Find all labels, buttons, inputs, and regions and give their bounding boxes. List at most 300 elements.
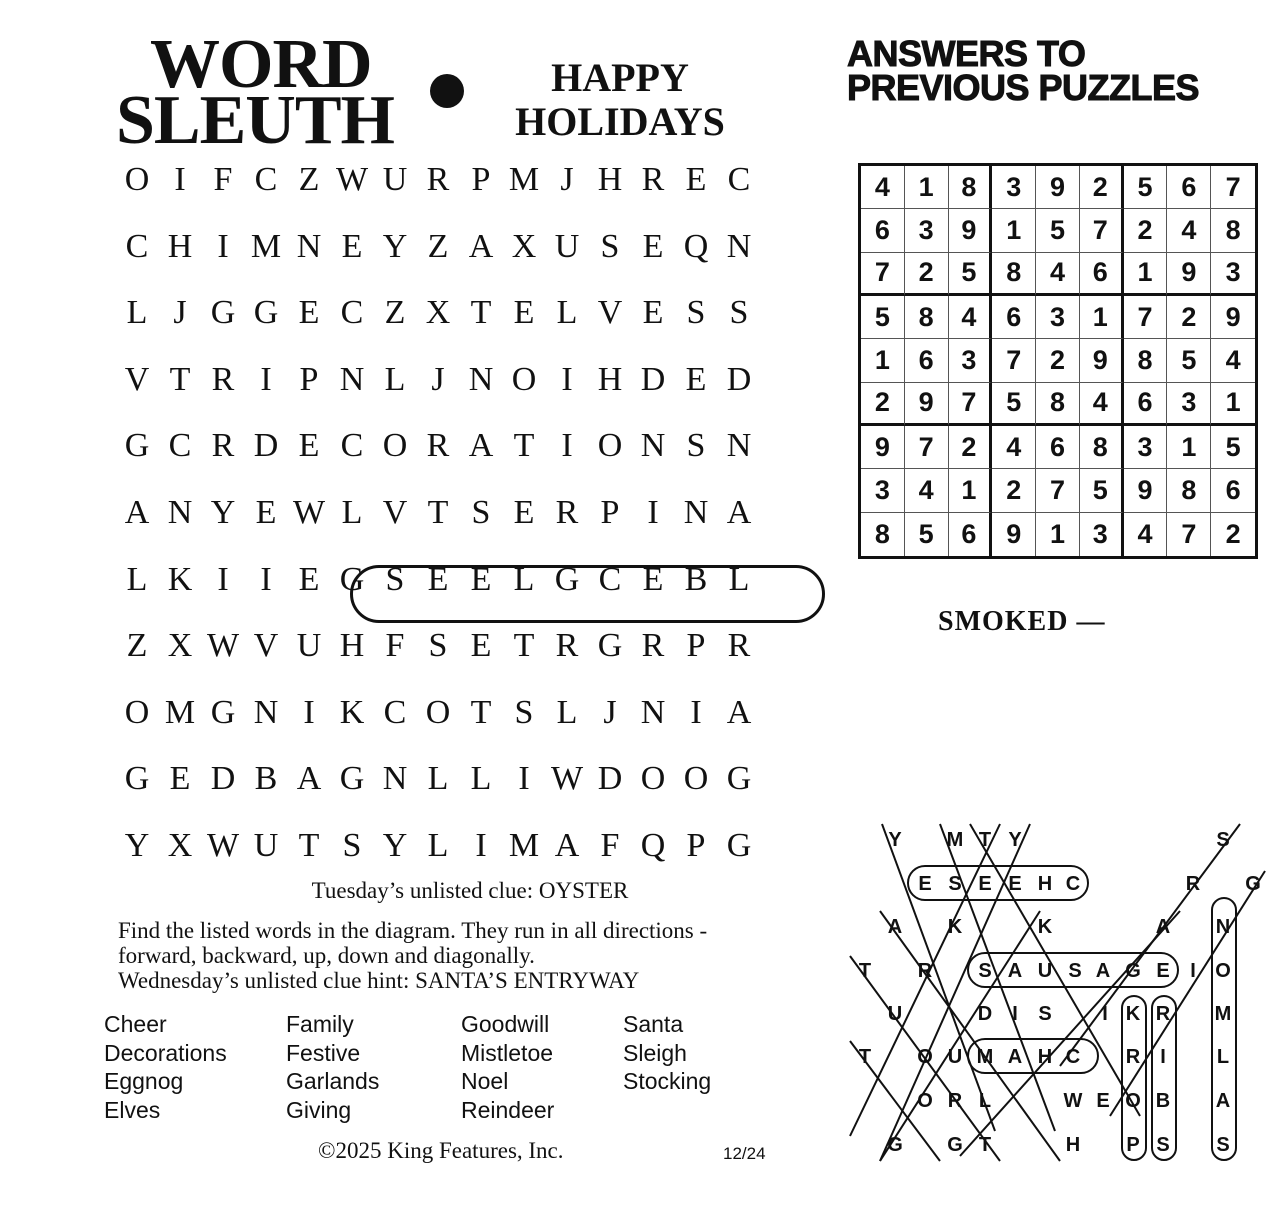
grid-letter: T: [513, 427, 535, 465]
grid-letter: I: [217, 227, 229, 265]
grid-letter: H: [167, 227, 193, 265]
mini-search-letter: R: [1125, 1046, 1141, 1068]
mini-search-letter: S: [948, 873, 962, 895]
sudoku-cell: 5: [949, 253, 993, 296]
mini-search-letter: C: [1065, 873, 1081, 895]
grid-letter: A: [726, 494, 752, 531]
mini-search-letter: A: [1215, 1090, 1231, 1112]
word-list-item: Cheer: [104, 1011, 167, 1037]
grid-letter: Y: [382, 227, 408, 265]
title-bullet-dot: [430, 74, 464, 108]
grid-letter: O: [124, 693, 150, 731]
grid-letter: S: [600, 227, 620, 265]
sudoku-cell: 7: [1211, 166, 1255, 209]
mini-search-letter: H: [1037, 1046, 1053, 1068]
mini-search-letter: U: [887, 1003, 903, 1025]
sudoku-cell: 2: [1225, 518, 1241, 549]
grid-letter: E: [685, 360, 707, 398]
sudoku-cell: 2: [1124, 209, 1168, 252]
grid-letter: T: [513, 627, 535, 665]
mini-search-letter: G: [947, 1134, 963, 1156]
grid-letter: N: [683, 494, 709, 531]
grid-letter: E: [298, 560, 320, 598]
sudoku-cell: 4: [992, 426, 1036, 469]
grid-letter: C: [340, 294, 364, 332]
mini-search-letter: H: [1037, 873, 1053, 895]
grid-letter: G: [210, 294, 236, 332]
grid-letter: O: [425, 693, 451, 731]
grid-letter: W: [335, 161, 369, 198]
sudoku-cell: 8: [1211, 209, 1255, 252]
word-list-item: Mistletoe: [461, 1039, 554, 1066]
grid-letter: H: [339, 627, 365, 665]
word-list-item: Festive: [286, 1039, 361, 1066]
mini-word-search-answer: [840, 816, 1284, 1172]
sudoku-cell: 2: [1080, 166, 1124, 209]
mini-search-letter: A: [1155, 916, 1171, 938]
grid-letter: M: [508, 161, 540, 198]
grid-letter: C: [727, 161, 751, 198]
mini-search-letter: R: [917, 960, 933, 982]
sudoku-cell: 2: [861, 383, 905, 426]
sudoku-cell: 8: [992, 253, 1036, 296]
grid-letter: R: [641, 627, 665, 665]
grid-letter: O: [382, 427, 408, 465]
word-list-item: Stocking: [623, 1068, 712, 1094]
grid-letter: I: [217, 560, 229, 598]
sudoku-cell: 4: [949, 296, 993, 339]
sudoku-cell: 3: [1211, 253, 1255, 296]
grid-letter: O: [640, 760, 666, 798]
grid-letter: N: [640, 427, 666, 465]
grid-letter: A: [726, 693, 752, 731]
mini-search-letter: N: [1215, 916, 1231, 938]
mini-search-letter: T: [978, 829, 992, 851]
grid-letter: R: [641, 161, 665, 198]
grid-letter: H: [597, 161, 623, 198]
grid-letter: L: [556, 294, 578, 332]
grid-letter: F: [213, 161, 233, 198]
sudoku-cell: 2: [992, 469, 1036, 512]
grid-letter: P: [471, 161, 491, 198]
sudoku-cell: 5: [1124, 166, 1168, 209]
word-list-item: Sleigh: [623, 1039, 687, 1066]
grid-letter: U: [554, 227, 580, 265]
grid-letter: L: [384, 360, 406, 398]
grid-letter: N: [726, 427, 752, 465]
grid-letter: E: [341, 227, 363, 265]
sudoku-cell: 5: [1080, 469, 1124, 512]
grid-letter: I: [475, 827, 487, 864]
grid-letter: I: [647, 494, 659, 531]
grid-letter: P: [686, 827, 706, 864]
sudoku-cell: 1: [992, 209, 1036, 252]
grid-letter: K: [167, 560, 193, 598]
theme-title-line1: HAPPY: [551, 55, 689, 100]
grid-letter: O: [124, 161, 150, 198]
mini-search-letter: A: [1007, 1046, 1023, 1068]
sudoku-cell: 7: [1167, 513, 1211, 556]
sudoku-cell: 1: [1167, 426, 1211, 469]
sudoku-cell: 9: [992, 513, 1036, 556]
mini-search-letter: M: [946, 829, 964, 851]
grid-letter: N: [382, 760, 408, 798]
word-list-item: Goodwill: [461, 1011, 550, 1037]
sudoku-cell: 2: [949, 426, 993, 469]
grid-letter: C: [598, 560, 622, 598]
word-search-grid: [115, 150, 755, 880]
word-list-item: Reindeer: [461, 1096, 555, 1123]
mini-search-letter: M: [976, 1046, 994, 1068]
instructions-line-2: forward, backward, up, down and diagonally.: [118, 943, 535, 968]
grid-letter: A: [124, 494, 150, 531]
sudoku-cell: 5: [905, 513, 949, 556]
sudoku-cell: 5: [1211, 426, 1255, 469]
sudoku-cell: 8: [1167, 469, 1211, 512]
grid-letter: L: [126, 560, 148, 598]
grid-letter: E: [470, 560, 492, 598]
grid-letter: W: [550, 760, 584, 798]
answers-header-line1: ANSWERS TO: [847, 33, 1086, 74]
grid-letter: I: [260, 360, 272, 398]
grid-letter: E: [642, 560, 664, 598]
grid-letter: E: [513, 294, 535, 332]
grid-letter: X: [425, 294, 451, 332]
grid-letter: S: [514, 693, 534, 731]
mini-search-letter: G: [1125, 960, 1141, 982]
sudoku-cell: 9: [861, 426, 905, 469]
grid-letter: F: [600, 827, 620, 864]
mini-search-letter: M: [1214, 1003, 1232, 1025]
sudoku-cell: 9: [1167, 253, 1211, 296]
grid-letter: I: [561, 427, 573, 465]
answers-header-line2: PREVIOUS PUZZLES: [847, 67, 1200, 108]
grid-letter: L: [427, 760, 449, 798]
answer-outline: [1110, 871, 1265, 1116]
mini-search-letter: Y: [1008, 829, 1022, 851]
sudoku-cell: 7: [1080, 209, 1124, 252]
mini-search-letter: R: [1185, 873, 1201, 895]
sudoku-cell: 6: [1167, 166, 1211, 209]
grid-letter: E: [427, 560, 449, 598]
word-list-item: Elves: [104, 1096, 161, 1123]
sudoku-cell: 6: [861, 209, 905, 252]
mini-search-letter: W: [1063, 1090, 1083, 1112]
sudoku-cell: 7: [1124, 296, 1168, 339]
sudoku-cell: 3: [992, 166, 1036, 209]
grid-letter: V: [382, 494, 408, 531]
grid-letter: R: [727, 627, 751, 665]
grid-letter: H: [597, 360, 623, 398]
grid-letter: W: [206, 627, 240, 665]
grid-letter: E: [513, 494, 535, 531]
word-list-item: Noel: [461, 1068, 509, 1094]
sudoku-cell: 3: [861, 469, 905, 512]
grid-letter: A: [468, 427, 494, 465]
word-list-item: Santa: [623, 1011, 684, 1037]
grid-letter: G: [554, 560, 580, 598]
mini-search-letter: P: [1126, 1134, 1140, 1156]
grid-letter: R: [555, 627, 579, 665]
grid-letter: L: [126, 294, 148, 332]
grid-letter: M: [164, 693, 196, 731]
grid-letter: C: [125, 227, 149, 265]
grid-letter: J: [173, 294, 187, 332]
grid-letter: Z: [126, 627, 148, 665]
grid-letter: C: [340, 427, 364, 465]
sudoku-cell: 9: [1036, 166, 1080, 209]
sudoku-cell: 2: [905, 253, 949, 296]
mini-search-letter: L: [978, 1090, 992, 1112]
word-list-item: Eggnog: [104, 1068, 184, 1094]
grid-letter: D: [640, 360, 666, 398]
grid-letter: N: [726, 227, 752, 265]
grid-letter: S: [385, 560, 405, 598]
sudoku-cell: 9: [1211, 296, 1255, 339]
grid-letter: V: [597, 294, 623, 332]
mini-search-letter: E: [1096, 1090, 1110, 1112]
sudoku-cell: 6: [1036, 426, 1080, 469]
grid-letter: S: [686, 294, 706, 332]
sudoku-cell: 8: [905, 296, 949, 339]
grid-letter: P: [686, 627, 706, 665]
grid-letter: K: [339, 693, 365, 731]
grid-letter: R: [426, 427, 450, 465]
mini-search-letter: G: [887, 1134, 903, 1156]
grid-letter: I: [260, 560, 272, 598]
word-list-item: Giving: [286, 1096, 352, 1123]
grid-letter: E: [470, 627, 492, 665]
grid-letter: G: [210, 693, 236, 731]
grid-letter: G: [339, 760, 365, 798]
sudoku-cell: 4: [861, 166, 905, 209]
mini-search-letter: L: [1216, 1046, 1230, 1068]
grid-letter: M: [508, 827, 540, 864]
grid-letter: M: [250, 227, 282, 265]
grid-letter: T: [298, 827, 320, 864]
grid-letter: B: [684, 560, 708, 598]
grid-letter: G: [726, 760, 752, 798]
sudoku-cell: 7: [905, 426, 949, 469]
sudoku-cell: 7: [992, 339, 1036, 382]
sudoku-cell: 9: [1124, 469, 1168, 512]
sudoku-answer-grid: [858, 163, 1258, 559]
grid-letter: L: [341, 494, 363, 531]
mini-search-letter: Y: [888, 829, 902, 851]
word-list-column-4: [623, 1010, 711, 1096]
mini-search-letter: D: [977, 1003, 993, 1025]
sudoku-cell: 1: [1211, 383, 1255, 426]
grid-letter: I: [690, 693, 702, 731]
grid-letter: N: [167, 494, 193, 531]
grid-letter: G: [124, 427, 150, 465]
mini-search-letter: S: [1216, 829, 1230, 851]
mini-search-letter: T: [858, 1046, 872, 1068]
grid-letter: W: [206, 827, 240, 864]
grid-letter: S: [686, 427, 706, 465]
grid-letter: C: [168, 427, 192, 465]
grid-letter: R: [426, 161, 450, 198]
grid-letter: N: [296, 227, 322, 265]
grid-letter: D: [597, 760, 623, 798]
sudoku-cell: 7: [949, 383, 993, 426]
grid-letter: N: [468, 360, 494, 398]
word-list-item: Garlands: [286, 1068, 380, 1094]
grid-letter: Z: [384, 294, 406, 332]
grid-letter: R: [211, 427, 235, 465]
grid-letter: J: [431, 360, 445, 398]
grid-letter: U: [382, 161, 408, 198]
grid-letter: O: [683, 760, 709, 798]
mini-search-letter: G: [1245, 873, 1261, 895]
grid-letter: G: [124, 760, 150, 798]
grid-letter: T: [470, 294, 492, 332]
mini-search-letter: S: [978, 960, 992, 982]
puzzle-title-sleuth: SLEUTH: [116, 82, 394, 159]
mini-search-letter: E: [978, 873, 992, 895]
word-list-item: Decorations: [104, 1039, 227, 1066]
mini-search-letter: E: [918, 873, 932, 895]
grid-letter: P: [299, 360, 319, 398]
mini-search-letter: K: [947, 916, 963, 938]
mini-search-letter: E: [1156, 960, 1170, 982]
sudoku-cell: 3: [1124, 426, 1168, 469]
grid-letter: N: [640, 693, 666, 731]
mini-search-letter: C: [1065, 1046, 1081, 1068]
grid-letter: J: [603, 693, 617, 731]
sudoku-cell: 1: [905, 166, 949, 209]
word-list-column-3: [461, 1010, 554, 1124]
sudoku-cell: 4: [1036, 253, 1080, 296]
sudoku-cell: 1: [1080, 296, 1124, 339]
mini-search-letter: E: [1008, 873, 1022, 895]
grid-letter: P: [600, 494, 620, 531]
word-list-column-1: [104, 1010, 227, 1124]
grid-letter: S: [342, 827, 362, 864]
sudoku-cell: 4: [905, 469, 949, 512]
sudoku-cell: 4: [1080, 383, 1124, 426]
sudoku-cell: 7: [861, 253, 905, 296]
mini-search-letter: O: [1125, 1090, 1141, 1112]
mini-search-letter: K: [1037, 916, 1053, 938]
puzzle-title-word: WORD: [150, 26, 372, 103]
grid-letter: S: [471, 494, 491, 531]
grid-letter: T: [169, 360, 191, 398]
grid-letter: Y: [124, 827, 150, 864]
grid-letter: X: [167, 827, 193, 864]
sudoku-cell: 4: [1124, 513, 1168, 556]
grid-letter: T: [470, 693, 492, 731]
grid-letter: T: [427, 494, 449, 531]
mini-search-letter: S: [1216, 1134, 1230, 1156]
mini-search-letter: S: [1068, 960, 1082, 982]
grid-letter: F: [385, 627, 405, 665]
mini-search-letter: S: [1156, 1134, 1170, 1156]
grid-letter: G: [253, 294, 279, 332]
sudoku-cell: 5: [1167, 339, 1211, 382]
grid-letter: E: [685, 161, 707, 198]
sudoku-cell: 8: [861, 513, 905, 556]
grid-letter: X: [511, 227, 537, 265]
grid-letter: N: [253, 693, 279, 731]
mini-search-letter: S: [1038, 1003, 1052, 1025]
mini-search-letter: O: [917, 1090, 933, 1112]
grid-letter: S: [428, 627, 448, 665]
grid-letter: L: [728, 560, 750, 598]
grid-letter: E: [642, 227, 664, 265]
grid-letter: G: [597, 627, 623, 665]
grid-letter: I: [174, 161, 186, 198]
grid-letter: U: [296, 627, 322, 665]
sudoku-cell: 5: [861, 296, 905, 339]
mini-search-letter: B: [1155, 1090, 1171, 1112]
sudoku-cell: 3: [1167, 383, 1211, 426]
mini-search-letter: A: [1095, 960, 1111, 982]
grid-letter: L: [513, 560, 535, 598]
mini-search-letter: I: [1012, 1003, 1018, 1025]
grid-letter: B: [254, 760, 278, 798]
sudoku-cell: 2: [1167, 296, 1211, 339]
grid-letter: R: [555, 494, 579, 531]
grid-letter: E: [642, 294, 664, 332]
sudoku-cell: 9: [949, 209, 993, 252]
sudoku-cell: 2: [1036, 339, 1080, 382]
sudoku-cell: 3: [1036, 296, 1080, 339]
sudoku-cell: 6: [905, 339, 949, 382]
mini-search-letter: H: [1065, 1134, 1081, 1156]
grid-letter: L: [470, 760, 492, 798]
word-list-column-2: [286, 1010, 379, 1124]
sudoku-cell: 6: [949, 513, 993, 556]
word-list-item: Family: [286, 1011, 354, 1037]
sudoku-cell: 9: [1080, 339, 1124, 382]
sudoku-cell: 8: [1036, 383, 1080, 426]
mini-search-letter: R: [1155, 1003, 1171, 1025]
mini-search-letter: I: [1160, 1046, 1166, 1068]
sudoku-cell: 8: [1124, 339, 1168, 382]
instructions-line-1: Find the listed words in the diagram. They run in all directions -: [118, 918, 708, 943]
grid-letter: N: [339, 360, 365, 398]
grid-letter: A: [468, 227, 494, 265]
grid-letter: J: [560, 161, 574, 198]
sudoku-cell: 1: [1124, 253, 1168, 296]
grid-letter: Z: [298, 161, 320, 198]
sudoku-cell: 4: [1167, 209, 1211, 252]
mini-search-letter: T: [858, 960, 872, 982]
smoked-answer: SMOKED —: [938, 606, 1106, 637]
sudoku-cell: 6: [1211, 469, 1255, 512]
grid-letter: E: [298, 294, 320, 332]
mini-search-letter: U: [1037, 960, 1053, 982]
grid-letter: X: [167, 627, 193, 665]
grid-letter: C: [254, 161, 278, 198]
sudoku-cell: 5: [992, 383, 1036, 426]
sudoku-cell: 1: [1036, 513, 1080, 556]
grid-letter: W: [292, 494, 326, 531]
grid-letter: Y: [382, 827, 408, 864]
sudoku-cell: 8: [949, 166, 993, 209]
sudoku-cell: 1: [949, 469, 993, 512]
mini-search-letter: O: [1215, 960, 1231, 982]
sudoku-cell: 6: [1080, 253, 1124, 296]
grid-letter: V: [124, 360, 150, 398]
sudoku-cell: 9: [905, 383, 949, 426]
grid-letter: L: [427, 827, 449, 864]
grid-letter: G: [726, 827, 752, 864]
grid-letter: G: [339, 560, 365, 598]
grid-letter: D: [210, 760, 236, 798]
grid-letter: R: [211, 360, 235, 398]
